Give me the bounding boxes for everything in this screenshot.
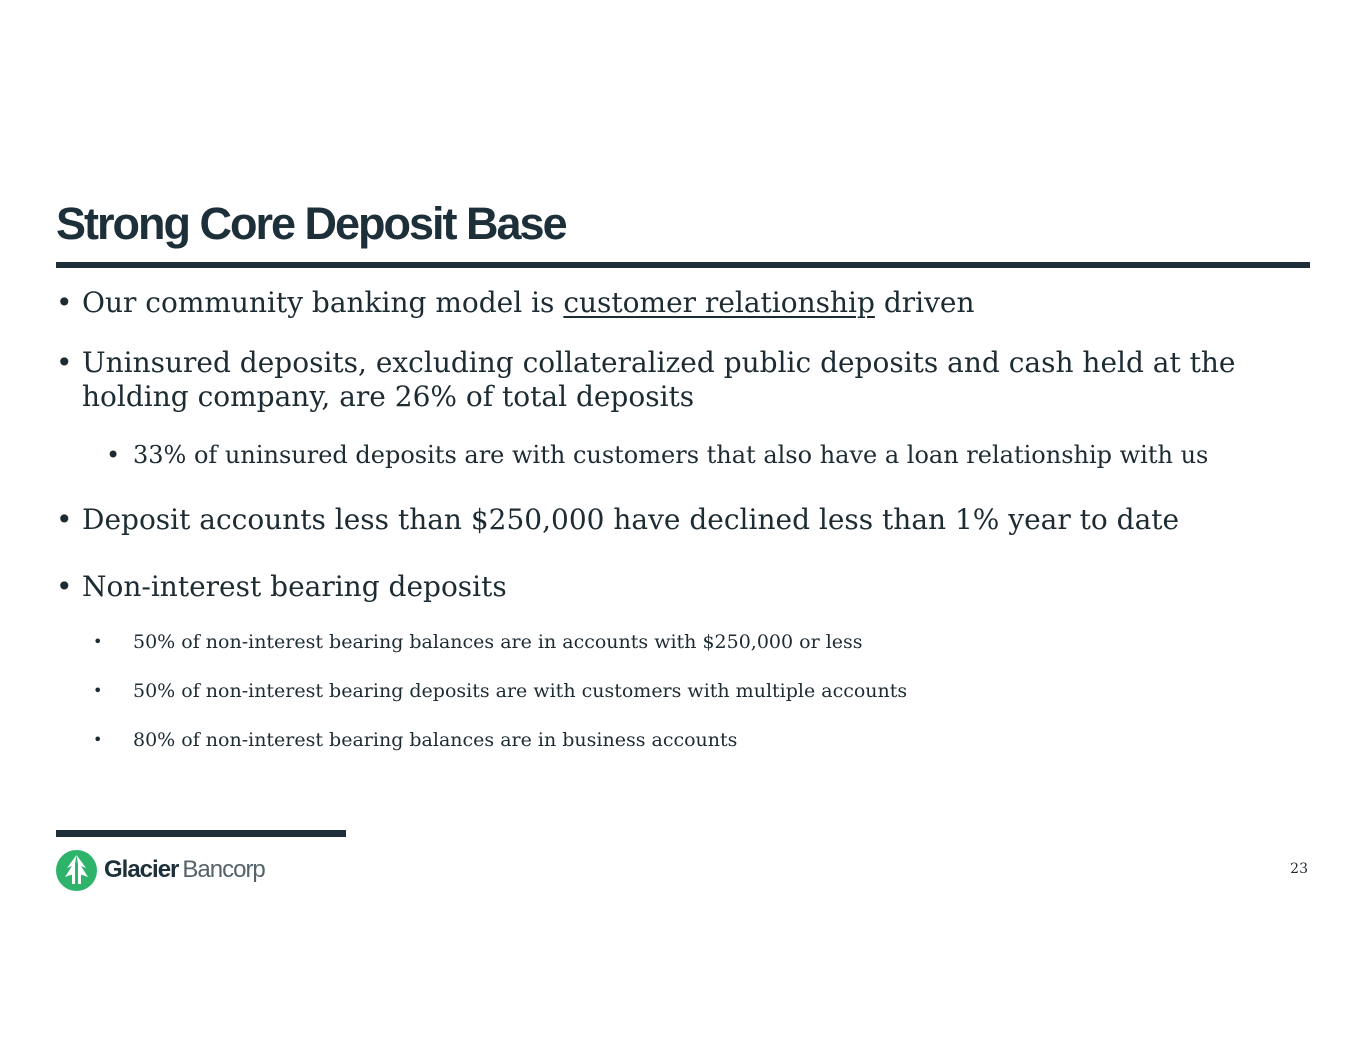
- company-logo: [56, 849, 265, 891]
- bullet-text: Non-interest bearing deposits: [82, 570, 507, 603]
- page-title: Strong Core Deposit Base: [56, 198, 566, 249]
- bullet-dot: •: [56, 503, 73, 536]
- underlined-emphasis: customer relationship: [563, 286, 875, 319]
- pine-tree-icon: [56, 850, 97, 891]
- sub-bullet-item: [93, 630, 863, 654]
- logo-name-bold: Glacier: [104, 856, 179, 883]
- bullet-text: 50% of non-interest bearing balances are in accounts with $250,000 or less: [133, 631, 863, 653]
- logo-name-light: Bancorp: [182, 856, 265, 883]
- bullet-dot: •: [93, 632, 103, 651]
- bullet-dot: •: [106, 441, 121, 469]
- bullet-text: 33% of uninsured deposits are with customers that also have a loan relationship with us: [133, 441, 1209, 469]
- bullet-text: 80% of non-interest bearing balances are in business accounts: [133, 729, 738, 751]
- bullet-item: [56, 346, 1302, 414]
- logo-wordmark: [104, 856, 265, 884]
- bullet-dot: •: [56, 286, 73, 319]
- bullet-dot: •: [56, 346, 73, 379]
- bullet-text: Uninsured deposits, excluding collateralized public deposits and cash held at the holding company, are 26% of total deposits: [82, 346, 1236, 413]
- bullet-dot: •: [93, 730, 103, 749]
- bullet-text-part: driven: [874, 286, 975, 319]
- bullet-dot: •: [93, 681, 103, 700]
- title-divider: [56, 262, 1310, 268]
- sub-bullet-item: [93, 728, 737, 752]
- page-number: 23: [1290, 861, 1308, 877]
- bullet-item: [56, 503, 1179, 537]
- bullet-text-part: Our community banking model is: [82, 286, 564, 319]
- footer-divider: [56, 830, 346, 837]
- sub-bullet-item: [106, 440, 1208, 470]
- bullet-item: [56, 286, 975, 320]
- bullet-item: [56, 570, 507, 604]
- bullet-text: Deposit accounts less than $250,000 have declined less than 1% year to date: [82, 503, 1180, 536]
- bullet-text: 50% of non-interest bearing deposits are with customers with multiple accounts: [133, 680, 908, 702]
- sub-bullet-item: [93, 679, 907, 703]
- bullet-dot: •: [56, 570, 73, 603]
- bullet-text: [82, 286, 975, 320]
